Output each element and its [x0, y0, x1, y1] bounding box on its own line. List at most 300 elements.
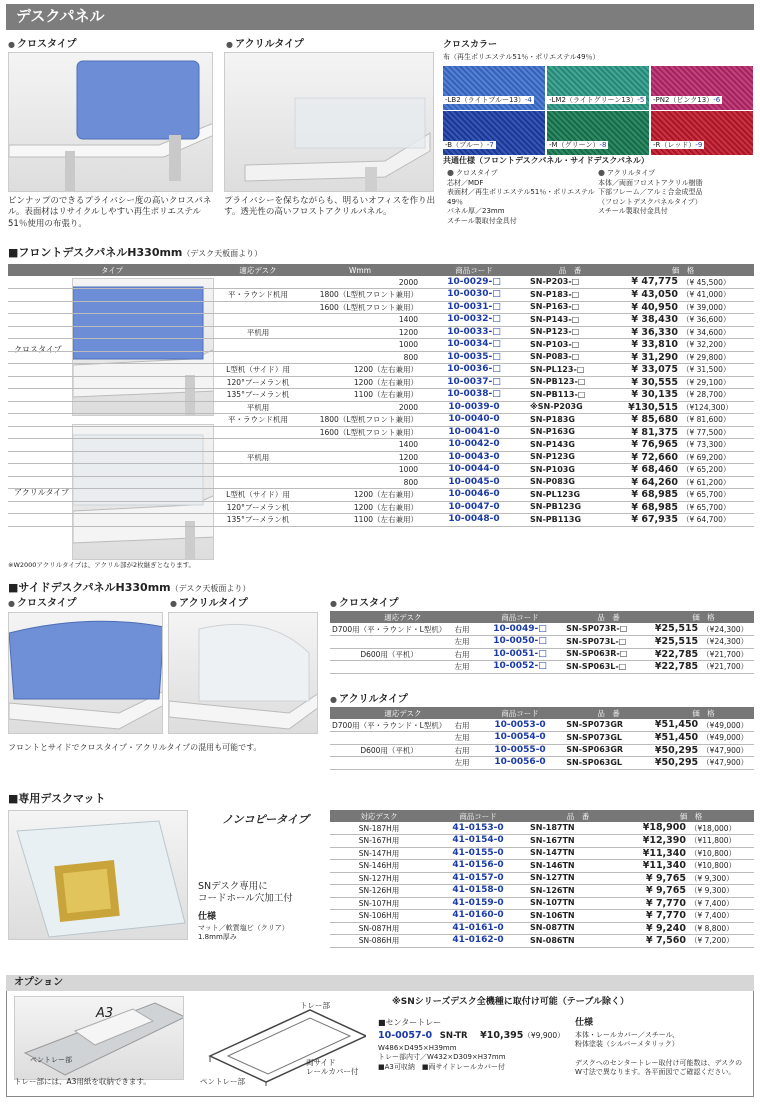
type-cell — [8, 314, 216, 327]
common-spec-title: 共通仕様（フロントデスクパネル・サイドデスクパネル） — [443, 156, 649, 165]
type-cell — [8, 364, 216, 377]
price-ex-cell: （¥ 29,100） — [680, 376, 754, 389]
page-title: デスクパネル — [16, 7, 105, 25]
table-row — [330, 897, 754, 910]
swatch-name: （ライトブルー13） — [460, 96, 525, 104]
type-cell — [8, 426, 216, 439]
type-cell — [8, 351, 216, 364]
code-cell: 10-0033-□ — [420, 326, 528, 339]
price-cell: ¥12,390 — [628, 835, 688, 848]
option-spec-title: 仕様 — [575, 1018, 594, 1028]
price-ex-cell: （¥ 36,600） — [680, 314, 754, 327]
part-cell: SN-SP063GR — [564, 744, 653, 757]
cross-type-label: ● クロスタイプ — [8, 39, 76, 51]
price-cell: ¥ 68,985 — [612, 489, 680, 502]
common-spec-cross-head: ● クロスタイプ — [447, 168, 607, 179]
color-swatch-label — [651, 141, 704, 149]
pen-tray-label-2: ペントレー部 — [200, 1077, 245, 1086]
type-cell — [8, 476, 216, 489]
code-cell: 10-0029-□ — [420, 276, 528, 289]
width-cell: 1200 — [300, 451, 420, 464]
width-cell: 1200（左右兼用） — [300, 376, 420, 389]
desk-cell: 平机用 — [216, 451, 300, 464]
price-cell: ¥ 9,765 — [628, 872, 688, 885]
code-cell: 10-0042-0 — [420, 439, 528, 452]
code-cell: 10-0049-□ — [476, 623, 564, 636]
price-ex-cell: （¥ 45,500） — [680, 276, 754, 289]
code-cell: 41-0158-0 — [428, 885, 528, 898]
front-header-desk: 適応デスク — [216, 264, 300, 276]
table-row — [8, 376, 754, 389]
opt-spec-line: 粉体塗装（シルバーメタリック） — [575, 1040, 679, 1049]
cloth-color-title: クロスカラー — [443, 40, 498, 50]
table-row — [330, 847, 754, 860]
swatch-num: -9 — [695, 141, 703, 149]
spec-line: 芯材／MDF — [447, 178, 484, 187]
width-cell: 1200 — [300, 326, 420, 339]
price-cell: ¥ 30,135 — [612, 389, 680, 402]
part-cell: SN-P183-□ — [528, 289, 612, 302]
code-cell: 41-0160-0 — [428, 910, 528, 923]
price-ex-cell: （¥ 31,500） — [680, 364, 754, 377]
sn-note: ※SNシリーズデスク全機種に取付け可能（テーブル除く） — [392, 997, 629, 1007]
type-cell — [8, 389, 216, 402]
price-cell: ¥ 64,260 — [612, 476, 680, 489]
side-header-desk: 適応デスク — [330, 611, 476, 623]
center-tray-code: 10-0057-0 — [378, 1030, 433, 1041]
desk-cell: 120°ブーメラン机 — [216, 501, 300, 514]
table-row — [8, 501, 754, 514]
table-row — [8, 289, 754, 302]
part-cell: SN-086TN — [528, 935, 628, 948]
front-header-part: 品 番 — [528, 264, 612, 276]
price-ex-cell: （¥47,900） — [700, 744, 754, 757]
table-row — [330, 835, 754, 848]
common-spec-acrylic-head: ● アクリルタイプ — [598, 168, 758, 179]
table-row — [8, 476, 754, 489]
table-row — [330, 719, 754, 732]
mat-header-part: 品 番 — [528, 810, 628, 822]
part-cell: SN-PB113G — [528, 514, 612, 527]
mat-feature: SNデスク専用に コードホール穴加工付 — [198, 881, 293, 905]
price-cell: ¥22,785 — [654, 648, 699, 660]
spec-line: 下部フレーム／アルミ合金成型品 — [598, 188, 703, 197]
table-row — [330, 872, 754, 885]
width-cell: 1000 — [300, 464, 420, 477]
code-cell: 10-0039-0 — [420, 401, 528, 414]
part-cell: SN-SP073L-□ — [564, 636, 653, 649]
price-cell: ¥ 7,560 — [628, 935, 688, 948]
price-cell: ¥ 68,460 — [612, 464, 680, 477]
code-cell: 10-0036-□ — [420, 364, 528, 377]
desk-cell: SN-086H用 — [330, 935, 428, 948]
desk-cell — [216, 301, 300, 314]
mat-spec-lines — [198, 924, 289, 943]
code-cell: 41-0157-0 — [428, 872, 528, 885]
price-ex-cell: （¥ 73,300） — [680, 439, 754, 452]
desk-cell: 平・ラウンド机用 — [216, 414, 300, 427]
code-cell: 41-0154-0 — [428, 835, 528, 848]
side-cross-table — [330, 611, 754, 674]
part-cell: SN-107TN — [528, 897, 628, 910]
code-cell: 10-0047-0 — [420, 501, 528, 514]
mat-title: ■専用デスクマット — [8, 792, 106, 805]
swatch-num: -7 — [486, 141, 494, 149]
desk-cell: 平机用 — [216, 326, 300, 339]
price-cell: ¥ 68,985 — [612, 501, 680, 514]
swatch-num: -5 — [637, 96, 645, 104]
table-row — [330, 910, 754, 923]
price-cell: ¥25,515 — [654, 636, 699, 648]
desk-cell: 135°ブーメラン机 — [216, 514, 300, 527]
swatch-code: -LB2 — [445, 96, 461, 104]
swatch-name: （ピンク13） — [669, 96, 714, 104]
desk-cell — [216, 426, 300, 439]
desk-cell: D700用（平・ラウンド・L型机） — [332, 624, 447, 634]
width-cell: 1100（左右兼用） — [300, 389, 420, 402]
swatch-name: （ライトグリーン13） — [565, 96, 638, 104]
side-header-part: 品 番 — [564, 611, 653, 623]
price-cell: ¥ 9,765 — [628, 885, 688, 898]
price-cell: ¥ 72,660 — [612, 451, 680, 464]
part-cell: SN-106TN — [528, 910, 628, 923]
side-header-price: 価 格 — [653, 707, 754, 719]
table-row — [330, 661, 754, 674]
code-cell: 10-0041-0 — [420, 426, 528, 439]
price-ex-cell: （¥49,000） — [700, 732, 754, 745]
desk-cell — [216, 464, 300, 477]
desk-cell: D600用（平机） — [330, 648, 448, 661]
side-table-acrylic-label: ● アクリルタイプ — [330, 694, 408, 706]
table-row — [8, 451, 754, 464]
price-ex-cell: （¥ 65,200） — [680, 464, 754, 477]
table-row — [330, 648, 754, 661]
part-cell: ※SN-P203G — [528, 401, 612, 414]
price-ex-cell: （¥ 77,500） — [680, 426, 754, 439]
price-ex-cell: （¥ 29,800） — [680, 351, 754, 364]
width-cell: 1000 — [300, 339, 420, 352]
spec-line: スチール製取付金具付 — [598, 207, 668, 216]
price-cell: ¥ 40,950 — [612, 301, 680, 314]
swatch-code: -R — [653, 141, 661, 149]
part-cell: SN-087TN — [528, 922, 628, 935]
desk-cell — [216, 351, 300, 364]
spec-line: パネル厚／23mm — [447, 207, 505, 216]
part-cell: SN-126TN — [528, 885, 628, 898]
part-cell: SN-PB113-□ — [528, 389, 612, 402]
desk-cell: SN-126H用 — [330, 885, 428, 898]
price-cell: ¥ 81,375 — [612, 426, 680, 439]
price-cell: ¥ 76,965 — [612, 439, 680, 452]
type-cell — [8, 464, 216, 477]
code-cell: 41-0153-0 — [428, 822, 528, 835]
width-cell: 1400 — [300, 314, 420, 327]
side-cell: 左用 — [448, 732, 476, 745]
price-ex-cell: （¥21,700） — [700, 661, 754, 674]
price-ex-cell: （¥ 65,700） — [680, 501, 754, 514]
price-cell: ¥11,340 — [628, 860, 688, 873]
swatch-num: -8 — [599, 141, 607, 149]
part-cell: SN-PL123-□ — [528, 364, 612, 377]
price-ex-cell: （¥ 28,700） — [680, 389, 754, 402]
price-cell: ¥ 30,555 — [612, 376, 680, 389]
swatch-name: （ブルー） — [452, 141, 487, 149]
price-ex-cell: （¥18,000） — [688, 822, 754, 835]
part-cell: SN-SP063GL — [564, 757, 653, 770]
spec-line: （フロントデスクパネルタイプ） — [598, 197, 702, 206]
code-cell: 10-0034-□ — [420, 339, 528, 352]
common-spec-cross — [447, 168, 607, 226]
desk-cell: SN-107H用 — [330, 897, 428, 910]
desk-cell: 平机用 — [216, 401, 300, 414]
table-row — [330, 860, 754, 873]
swatch-code: -PN2 — [653, 96, 670, 104]
mat-header-price: 価 格 — [628, 810, 754, 822]
center-tray-price-row — [378, 1030, 565, 1041]
price-ex-cell: （¥ 65,700） — [680, 489, 754, 502]
code-cell: 10-0035-□ — [420, 351, 528, 364]
a3-label: A3 — [96, 1006, 114, 1021]
part-cell: SN-147TN — [528, 847, 628, 860]
price-ex-cell: （¥ 32,200） — [680, 339, 754, 352]
side-header-price: 価 格 — [653, 611, 754, 623]
table-row — [8, 401, 754, 414]
price-ex-cell: （¥ 69,200） — [680, 451, 754, 464]
type-cell — [8, 289, 216, 302]
part-cell: SN-P103G — [528, 464, 612, 477]
width-cell: 1400 — [300, 439, 420, 452]
part-cell: SN-P163G — [528, 426, 612, 439]
price-cell: ¥25,515 — [654, 623, 699, 635]
part-cell: SN-P123-□ — [528, 326, 612, 339]
desk-cell — [216, 439, 300, 452]
part-cell: SN-P143-□ — [528, 314, 612, 327]
mat-type: ノンコピータイプ — [222, 813, 309, 826]
part-cell: SN-PL123G — [528, 489, 612, 502]
code-cell: 10-0053-0 — [476, 719, 564, 732]
swatch-code: -LM2 — [549, 96, 566, 104]
price-ex-cell: （¥ 34,600） — [680, 326, 754, 339]
side-cell: 左用 — [448, 757, 476, 770]
code-cell: 10-0038-□ — [420, 389, 528, 402]
swatch-num: -6 — [713, 96, 721, 104]
option-note: デスクへのセンタートレー取付け可能数は、デスクのW寸法で異なります。各平面図でご確認ください。 — [575, 1059, 743, 1077]
color-swatch-label — [547, 141, 608, 149]
part-cell: SN-P083-□ — [528, 351, 612, 364]
desk-cell: 135°ブーメラン机 — [216, 389, 300, 402]
price-ex-cell: （¥ 39,000） — [680, 301, 754, 314]
desk-cell: SN-167H用 — [330, 835, 428, 848]
front-acrylic-type: アクリルタイプ — [14, 488, 70, 497]
price-cell: ¥ 33,810 — [612, 339, 680, 352]
price-cell: ¥ 36,330 — [612, 326, 680, 339]
price-cell: ¥ 47,775 — [612, 276, 680, 289]
spec-line: 表面材／再生ポリエステル51％・ポリエステル49％ — [447, 188, 595, 206]
part-cell: SN-187TN — [528, 822, 628, 835]
price-ex-cell: （¥ 41,000） — [680, 289, 754, 302]
front-header-w: Wmm — [300, 264, 420, 276]
cross-panel-photo — [8, 52, 213, 192]
width-cell: 1100（左右兼用） — [300, 514, 420, 527]
code-cell: 10-0037-□ — [420, 376, 528, 389]
width-cell: 1200（左右兼用） — [300, 489, 420, 502]
swatch-name: （グリーン） — [557, 141, 600, 149]
price-cell: ¥18,900 — [628, 822, 688, 835]
width-cell: 800 — [300, 476, 420, 489]
spec-line: スチール製取付金具付 — [447, 216, 517, 225]
price-ex-cell: （¥10,800） — [688, 847, 754, 860]
center-tray-price-ex: （¥9,900） — [523, 1031, 565, 1040]
mat-spec-title: 仕様 — [198, 912, 217, 922]
part-cell: SN-P143G — [528, 439, 612, 452]
code-cell: 10-0044-0 — [420, 464, 528, 477]
code-cell: 10-0048-0 — [420, 514, 528, 527]
table-row — [8, 514, 754, 527]
price-cell: ¥11,340 — [628, 847, 688, 860]
price-cell: ¥50,295 — [654, 757, 699, 769]
price-ex-cell: （¥ 8,800） — [688, 922, 754, 935]
part-cell: SN-SP073R-□ — [564, 623, 653, 636]
side-header-code: 商品コード — [476, 611, 564, 623]
part-cell: SN-PB123-□ — [528, 376, 612, 389]
code-cell: 10-0055-0 — [476, 744, 564, 757]
code-cell: 10-0046-0 — [420, 489, 528, 502]
table-row — [330, 922, 754, 935]
color-swatch-label — [547, 96, 646, 104]
desk-cell: SN-147H用 — [330, 847, 428, 860]
width-cell: 1800（L型机フロント兼用） — [300, 289, 420, 302]
price-ex-cell: （¥ 7,200） — [688, 935, 754, 948]
type-cell — [8, 339, 216, 352]
center-tray-label: ■センタートレー — [378, 1018, 442, 1027]
table-row — [330, 744, 754, 757]
price-cell: ¥ 67,935 — [612, 514, 680, 527]
acrylic-type-label: ● アクリルタイプ — [226, 39, 304, 51]
table-row — [8, 439, 754, 452]
price-ex-cell: （¥24,300） — [700, 636, 754, 649]
price-ex-cell: （¥124,300） — [680, 401, 754, 414]
code-cell: 10-0040-0 — [420, 414, 528, 427]
mat-table — [330, 810, 754, 948]
dim-line: ■A3可収納 ■両サイドレールカバー付 — [378, 1062, 505, 1071]
mat-spec-line: 1.8mm厚み — [198, 933, 237, 942]
price-ex-cell: （¥10,800） — [688, 860, 754, 873]
price-cell: ¥ 9,240 — [628, 922, 688, 935]
price-ex-cell: （¥49,000） — [700, 719, 754, 732]
front-note: ※W2000アクリルタイプは、アクリル部が2枚継ぎとなります。 — [8, 561, 196, 569]
part-cell: SN-167TN — [528, 835, 628, 848]
common-spec-acrylic — [598, 168, 758, 217]
swatch-name: （レッド） — [660, 141, 696, 149]
price-ex-cell: （¥ 64,700） — [680, 514, 754, 527]
acrylic-panel-photo — [224, 52, 434, 192]
desk-cell: L型机（サイド）用 — [216, 489, 300, 502]
code-cell: 10-0043-0 — [420, 451, 528, 464]
code-cell: 10-0050-□ — [476, 636, 564, 649]
table-row — [330, 822, 754, 835]
table-row — [8, 301, 754, 314]
desk-cell — [330, 732, 448, 745]
code-cell: 10-0052-□ — [476, 661, 564, 674]
front-header-price: 価 格 — [612, 264, 754, 276]
code-cell: 10-0031-□ — [420, 301, 528, 314]
desk-cell — [330, 636, 448, 649]
table-row — [8, 276, 754, 289]
price-ex-cell: （¥ 9,300） — [688, 872, 754, 885]
price-ex-cell: （¥11,800） — [688, 835, 754, 848]
width-cell: 1600（L型机フロント兼用） — [300, 426, 420, 439]
desk-cell: D700用（平・ラウンド・L型机） — [332, 720, 447, 730]
desk-cell: SN-187H用 — [330, 822, 428, 835]
page-title-bar — [6, 4, 754, 30]
side-header-desk: 適応デスク — [330, 707, 476, 719]
mat-spec-line: マット／軟質塩ビ（クリア） — [198, 924, 289, 932]
width-cell: 1600（L型机フロント兼用） — [300, 301, 420, 314]
type-cell — [8, 501, 216, 514]
price-cell: ¥ 33,075 — [612, 364, 680, 377]
price-ex-cell: （¥ 9,300） — [688, 885, 754, 898]
type-cell — [8, 276, 216, 289]
code-cell: 41-0161-0 — [428, 922, 528, 935]
part-cell: SN-SP063R-□ — [564, 648, 653, 661]
price-cell: ¥130,515 — [612, 401, 680, 414]
option-title: オプション — [14, 977, 64, 988]
type-cell — [8, 489, 216, 502]
desk-cell — [330, 661, 448, 674]
table-row — [8, 489, 754, 502]
side-rail-label: 両サイド レールカバー付 — [306, 1058, 359, 1076]
type-cell — [8, 451, 216, 464]
front-panel-title: ■フロントデスクパネルH330mm（デスク天板面より） — [8, 246, 263, 259]
part-cell: SN-SP073GL — [564, 732, 653, 745]
width-cell: 1200（左右兼用） — [300, 501, 420, 514]
part-cell: SN-SP063L-□ — [564, 661, 653, 674]
table-row — [8, 364, 754, 377]
desk-cell — [216, 339, 300, 352]
price-cell: ¥ 7,770 — [628, 897, 688, 910]
width-cell: 1200（左右兼用） — [300, 364, 420, 377]
side-table-cross-label: ● クロスタイプ — [330, 598, 398, 610]
price-cell: ¥51,450 — [654, 719, 699, 731]
pen-tray-label: ペントレー部 — [30, 1056, 72, 1064]
color-swatch-label — [651, 96, 722, 104]
front-panel-table — [8, 264, 754, 527]
price-cell: ¥51,450 — [654, 732, 699, 744]
cross-description: ピンナップのできるプライバシー度の高いクロスパネル。表面材はリサイクルしやすい再生ポリエステル51％使用の布張り。 — [8, 196, 212, 229]
option-header — [6, 975, 754, 991]
tray-part-label: トレー部 — [300, 1001, 330, 1010]
desk-cell — [216, 476, 300, 489]
table-row — [8, 426, 754, 439]
part-cell: SN-P123G — [528, 451, 612, 464]
type-cell — [8, 414, 216, 427]
type-cell — [8, 376, 216, 389]
desk-cell: 平・ラウンド机用 — [216, 289, 300, 302]
acrylic-description: プライバシーを保ちながらも、明るいオフィスを作り出す。透光性の高いフロストアクリルパネル。 — [224, 196, 436, 218]
dim-line: トレー部内寸／W432×D309×H37mm — [378, 1053, 506, 1062]
table-row — [330, 623, 754, 636]
table-row — [8, 351, 754, 364]
dim-line: W486×D495×H39mm — [378, 1044, 457, 1052]
side-cross-photo — [8, 612, 163, 734]
option-spec-lines — [575, 1031, 679, 1050]
side-acrylic-label: ● アクリルタイプ — [170, 598, 248, 610]
center-tray-dims — [378, 1044, 506, 1072]
type-cell — [8, 401, 216, 414]
table-row — [8, 314, 754, 327]
swatch-code: -M — [549, 141, 558, 149]
table-row — [330, 885, 754, 898]
